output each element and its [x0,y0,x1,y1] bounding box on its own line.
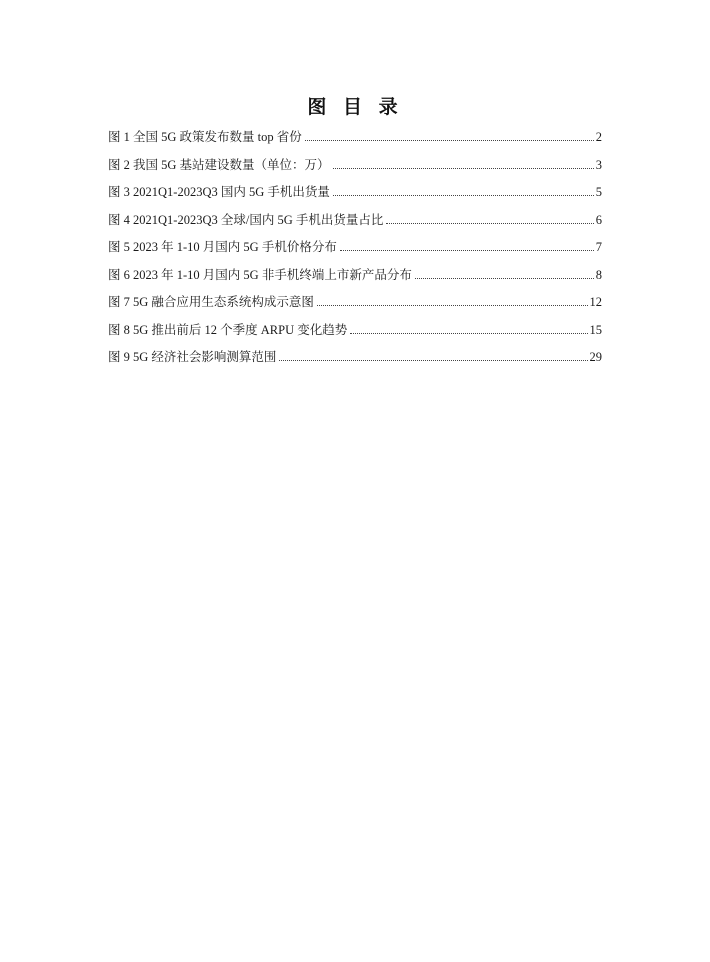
toc-entry-page: 8 [595,267,602,282]
toc-entry-page: 6 [595,212,602,227]
toc-entry-label: 图 4 2021Q1-2023Q3 全球/国内 5G 手机出货量占比 [108,212,384,227]
toc-entry[interactable] [108,266,602,294]
dot-leader [386,223,593,224]
toc-entry-label: 图 7 5G 融合应用生态系统构成示意图 [108,295,314,309]
toc-entry-label: 图 1 全国 5G 政策发布数量 top 省份 [108,130,302,144]
toc-entry[interactable] [108,183,602,211]
toc-entry-page: 3 [595,157,602,172]
toc-entry-label: 图 9 5G 经济社会影响测算范围 [108,350,277,364]
toc-entry-label: 图 6 2023 年 1-10 月国内 5G 非手机终端上市新产品分布 [108,267,412,282]
toc-entry-page: 2 [595,130,602,144]
toc-entry[interactable] [108,128,602,156]
dot-leader [317,305,588,306]
list-of-figures [108,128,602,376]
toc-entry[interactable] [108,211,602,239]
toc-entry-page: 5 [595,185,602,199]
dot-leader [333,168,594,169]
toc-entry-page: 29 [589,350,602,364]
toc-entry-label: 图 8 5G 推出前后 12 个季度 ARPU 变化趋势 [108,322,348,337]
toc-entry[interactable] [108,293,602,321]
toc-entry-page: 15 [589,322,602,337]
toc-entry-label: 图 2 我国 5G 基站建设数量（单位：万） [108,157,330,172]
dot-leader [350,333,587,334]
dot-leader [340,250,594,251]
toc-entry-page: 7 [595,240,602,254]
toc-entry[interactable] [108,348,602,376]
toc-entry[interactable] [108,321,602,349]
dot-leader [279,360,587,361]
dot-leader [415,278,594,279]
toc-entry[interactable] [108,238,602,266]
list-of-figures-title: 图 目 录 [307,96,403,118]
dot-leader [333,195,594,196]
toc-entry-page: 12 [589,295,602,309]
toc-entry[interactable] [108,156,602,184]
toc-entry-label: 图 3 2021Q1-2023Q3 国内 5G 手机出货量 [108,185,330,199]
toc-entry-label: 图 5 2023 年 1-10 月国内 5G 手机价格分布 [108,240,337,254]
dot-leader [305,140,594,141]
